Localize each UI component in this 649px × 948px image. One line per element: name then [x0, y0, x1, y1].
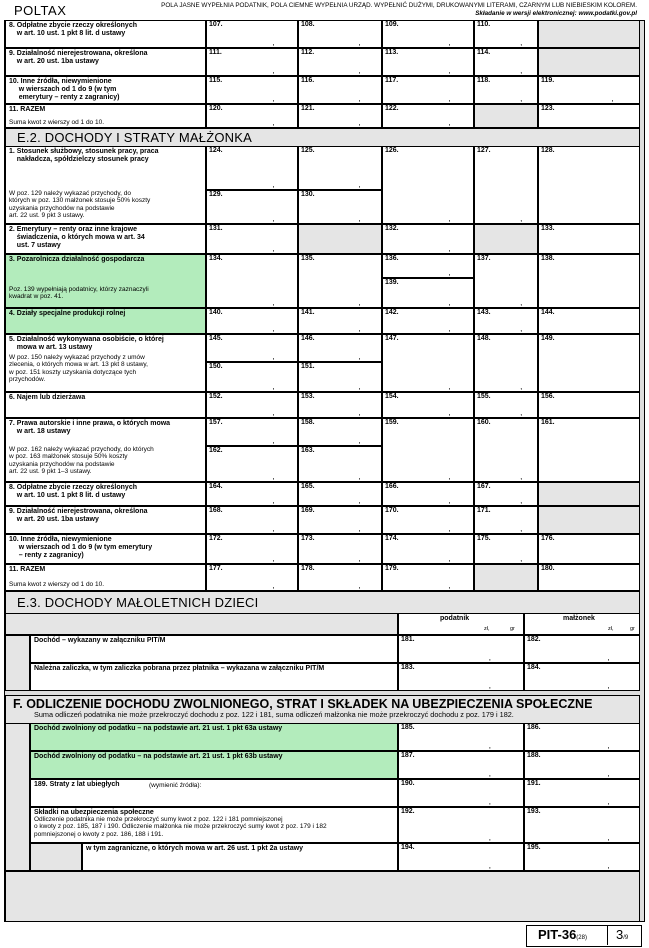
amount-field[interactable] [524, 635, 640, 663]
row-label: Dochód zwolniony od podatku – na podstawie art. 21 ust. 1 pkt 63b ustawy [34, 753, 283, 760]
decimal-comma: , [272, 496, 275, 505]
field-number: 107. [209, 21, 223, 28]
decimal-comma: , [358, 382, 361, 391]
field-number: 141. [301, 309, 315, 316]
decimal-comma: , [272, 472, 275, 481]
decimal-comma: , [520, 38, 523, 47]
field-number: 132. [385, 225, 399, 232]
row-note: Suma kwot z wierszy od 1 do 10. [9, 581, 105, 588]
field-number: 128. [541, 147, 555, 154]
row-label: 2. Emerytury – renty oraz inne krajowe świadczenia, o których mowa w art. 34 ust. 7 ustawy [9, 226, 145, 249]
column-taxpayer-label: podatnik [440, 615, 470, 622]
decimal-comma: , [272, 244, 275, 253]
field-number: 126. [385, 147, 399, 154]
decimal-comma: , [448, 324, 451, 333]
form-version: (28) [576, 935, 587, 941]
field-number: 123. [541, 105, 555, 112]
row-label: 11. RAZEM [9, 566, 46, 573]
decimal-comma: , [448, 214, 451, 223]
decimal-comma: , [607, 741, 610, 750]
disabled-field [5, 635, 30, 691]
currency-unit-label: zł, [608, 626, 614, 632]
row-note: W poz. 162 należy wykazać przychody, do których w poz. 163 małżonek stosuje 50% koszty uzyskania przychodów na podstawie art. 22 ust. 9 pkt 1–3 ustawy. [9, 446, 154, 475]
field-number: 192. [401, 808, 415, 815]
amount-field[interactable] [398, 663, 524, 691]
field-number: 172. [209, 535, 223, 542]
amount-field[interactable] [538, 254, 640, 308]
amount-field[interactable] [398, 723, 524, 751]
field-number: 120. [209, 105, 223, 112]
disabled-field [538, 506, 640, 534]
field-number: 163. [301, 447, 315, 454]
decimal-comma: , [488, 797, 491, 806]
field-number: 193. [527, 808, 541, 815]
row-label: 9. Działalność nierejestrowana, określona w art. 20 ust. 1ba ustawy [9, 50, 148, 65]
amount-field[interactable] [474, 146, 538, 224]
amount-field[interactable] [474, 418, 538, 482]
page-number: 3 [616, 927, 624, 942]
field-number: 194. [401, 844, 415, 851]
decimal-comma: , [272, 180, 275, 189]
row-note: Suma kwot z wierszy od 1 do 10. [9, 119, 105, 126]
row-label: 10. Inne źródła, niewymienione w wierszach od 1 do 9 (w tym emerytury – renty z zagranicy) [9, 78, 120, 101]
field-number: 134. [209, 255, 223, 262]
amount-field[interactable] [398, 635, 524, 663]
amount-field[interactable] [298, 254, 382, 308]
decimal-comma: , [448, 554, 451, 563]
decimal-comma: , [358, 554, 361, 563]
amount-field[interactable] [524, 843, 640, 871]
decimal-comma: , [520, 298, 523, 307]
field-number: 176. [541, 535, 555, 542]
field-number: 195. [527, 844, 541, 851]
amount-field[interactable] [524, 663, 640, 691]
disabled-field [30, 843, 82, 871]
disabled-field [5, 613, 398, 635]
field-number: 108. [301, 21, 315, 28]
field-number: 138. [541, 255, 555, 262]
row-label: 189. Straty z lat ubiegłych [34, 781, 120, 788]
row-note: Odliczenie podatnika nie może przekroczyć sumy kwot z poz. 122 i 181 pomniejszonej o kwoty z poz. 185, 187 i 190. Odliczenie małżonka nie może przekroczyć sumy kwot z poz. 179 i 182 pomniejszonej o kwoty z poz. 186, 188 i 191. [34, 816, 327, 838]
decimal-comma: , [358, 472, 361, 481]
field-number: 146. [301, 335, 315, 342]
decimal-comma: , [358, 436, 361, 445]
section-e2-title: E.2. DOCHODY I STRATY MAŁŻONKA [17, 130, 252, 145]
decimal-comma: , [272, 581, 275, 590]
decimal-comma: , [607, 833, 610, 842]
decimal-comma: , [272, 298, 275, 307]
decimal-comma: , [272, 352, 275, 361]
amount-field[interactable] [538, 334, 640, 392]
decimal-comma: , [520, 94, 523, 103]
field-number: 118. [477, 77, 491, 84]
field-number: 109. [385, 21, 399, 28]
amount-field[interactable] [398, 751, 524, 779]
field-number: 133. [541, 225, 555, 232]
field-number: 130. [301, 191, 315, 198]
field-number: 164. [209, 483, 223, 490]
page-total: /9 [623, 935, 629, 941]
field-number: 142. [385, 309, 399, 316]
field-number: 186. [527, 724, 541, 731]
field-number: 182. [527, 636, 541, 643]
decimal-comma: , [520, 554, 523, 563]
field-number: 153. [301, 393, 315, 400]
row-label: 5. Działalność wykonywana osobiście, o której mowa w art. 13 ustawy [9, 336, 164, 351]
amount-field[interactable] [524, 779, 640, 807]
decimal-comma: , [272, 524, 275, 533]
field-number: 136. [385, 255, 399, 262]
footer-page [616, 927, 628, 942]
amount-field[interactable] [538, 418, 640, 482]
row-label-suffix: (wymienić źródła): [149, 782, 202, 789]
decimal-comma: , [448, 524, 451, 533]
field-number: 115. [209, 77, 223, 84]
decimal-comma: , [272, 382, 275, 391]
decimal-comma: , [358, 324, 361, 333]
amount-field[interactable] [474, 254, 538, 308]
disabled-field [474, 104, 538, 128]
decimal-comma: , [272, 118, 275, 127]
decimal-comma: , [272, 38, 275, 47]
field-number: 121. [301, 105, 315, 112]
decimal-comma: , [488, 741, 491, 750]
amount-field[interactable] [474, 334, 538, 392]
decimal-comma: , [520, 496, 523, 505]
decimal-comma: , [448, 472, 451, 481]
field-number: 185. [401, 724, 415, 731]
currency-unit-label: gr [510, 626, 515, 632]
row-label: w tym zagraniczne, o których mowa w art. 26 ust. 1 pkt 2a ustawy [86, 845, 304, 852]
decimal-comma: , [358, 524, 361, 533]
row-label: 8. Odpłatne zbycie rzeczy określonych w art. 10 ust. 1 pkt 8 lit. d ustawy [9, 484, 137, 499]
row-label: Składki na ubezpieczenia społeczne [34, 809, 154, 816]
field-number: 173. [301, 535, 315, 542]
field-number: 147. [385, 335, 399, 342]
decimal-comma: , [520, 472, 523, 481]
amount-field[interactable] [524, 723, 640, 751]
field-number: 131. [209, 225, 223, 232]
decimal-comma: , [272, 408, 275, 417]
field-number: 168. [209, 507, 223, 514]
decimal-comma: , [607, 681, 610, 690]
row-label: Dochód – wykazany w załączniku PIT/M [34, 637, 166, 644]
field-number: 135. [301, 255, 315, 262]
section-f-title: F. ODLICZENIE DOCHODU ZWOLNIONEGO, STRAT I SKŁADEK NA UBEZPIECZENIA SPOŁECZNE [13, 697, 593, 711]
row-label: 3. Pozarolnicza działalność gospodarcza [9, 256, 145, 263]
disabled-field [474, 224, 538, 254]
field-number: 112. [301, 49, 315, 56]
field-number: 177. [209, 565, 223, 572]
decimal-comma: , [448, 94, 451, 103]
decimal-comma: , [448, 244, 451, 253]
row-label: 1. Stosunek służbowy, stosunek pracy, praca nakładcza, spółdzielczy stosunek pracy [9, 148, 159, 163]
decimal-comma: , [607, 797, 610, 806]
field-number: 114. [477, 49, 491, 56]
row-label: 6. Najem lub dzierżawa [9, 394, 86, 401]
footer-divider [607, 925, 608, 945]
decimal-comma: , [448, 268, 451, 277]
field-number: 110. [477, 21, 491, 28]
decimal-comma: , [448, 496, 451, 505]
field-number: 150. [209, 363, 223, 370]
row-note: W poz. 129 należy wykazać przychody, do których w poz. 130 małżonek stosuje 50% koszty uzyskania przychodów na podstawie art. 22 ust. 9 pkt 3 ustawy. [9, 190, 151, 219]
field-number: 183. [401, 664, 415, 671]
decimal-comma: , [488, 681, 491, 690]
decimal-comma: , [607, 769, 610, 778]
decimal-comma: , [358, 118, 361, 127]
field-number: 124. [209, 147, 223, 154]
decimal-comma: , [520, 214, 523, 223]
decimal-comma: , [272, 214, 275, 223]
disabled-field [538, 48, 640, 76]
decimal-comma: , [611, 94, 614, 103]
field-number: 111. [209, 49, 222, 56]
amount-field[interactable] [524, 807, 640, 843]
disabled-field [538, 482, 640, 506]
field-number: 125. [301, 147, 315, 154]
field-number: 181. [401, 636, 415, 643]
amount-field[interactable] [538, 146, 640, 224]
field-number: 171. [477, 507, 491, 514]
field-number: 145. [209, 335, 223, 342]
field-number: 161. [541, 419, 555, 426]
decimal-comma: , [607, 653, 610, 662]
field-number: 148. [477, 335, 491, 342]
decimal-comma: , [448, 408, 451, 417]
decimal-comma: , [272, 94, 275, 103]
decimal-comma: , [520, 524, 523, 533]
field-number: 175. [477, 535, 491, 542]
amount-field[interactable] [398, 843, 524, 871]
amount-field[interactable] [206, 254, 298, 308]
decimal-comma: , [520, 324, 523, 333]
decimal-comma: , [272, 324, 275, 333]
field-number: 137. [477, 255, 491, 262]
row-note: Poz. 139 wypełniają podatnicy, którzy zaznaczyli kwadrat w poz. 41. [9, 286, 149, 301]
row-label: Należna zaliczka, w tym zaliczka pobrana przez płatnika – wykazana w załączniku PIT/M [34, 665, 325, 672]
field-number: 139. [385, 279, 399, 286]
row-label: 8. Odpłatne zbycie rzeczy określonych w art. 10 ust. 1 pkt 8 lit. d ustawy [9, 22, 137, 37]
field-number: 151. [301, 363, 315, 370]
field-number: 116. [301, 77, 315, 84]
row-label: 4. Działy specjalne produkcji rolnej [9, 310, 126, 317]
row-label: Dochód zwolniony od podatku – na podstawie art. 21 ust. 1 pkt 63a ustawy [34, 725, 283, 732]
field-number: 129. [209, 191, 223, 198]
row-label: 11. RAZEM [9, 106, 46, 113]
field-number: 160. [477, 419, 491, 426]
field-number: 167. [477, 483, 491, 490]
field-number: 122. [385, 105, 399, 112]
field-number: 113. [385, 49, 399, 56]
disabled-field [298, 224, 382, 254]
field-number: 165. [301, 483, 315, 490]
decimal-comma: , [358, 352, 361, 361]
section-e3-title: E.3. DOCHODY MAŁOLETNICH DZIECI [17, 595, 259, 610]
field-number: 187. [401, 752, 415, 759]
disabled-field [474, 564, 538, 591]
decimal-comma: , [448, 382, 451, 391]
field-number: 190. [401, 780, 415, 787]
decimal-comma: , [358, 298, 361, 307]
row-label: 7. Prawa autorskie i inne prawa, o których mowa w art. 18 ustawy [9, 420, 171, 435]
decimal-comma: , [488, 653, 491, 662]
decimal-comma: , [358, 180, 361, 189]
amount-field[interactable] [398, 779, 524, 807]
row-label: 10. Inne źródła, niewymienione w wierszach od 1 do 9 (w tym emerytury – renty z zagranicy) [9, 536, 153, 559]
row-note: W poz. 150 należy wykazać przychody z umów zlecenia, o których mowa w art. 13 pkt 8 ustawy, w poz. 151 koszty uzyskania dotyczące tych przychodów. [9, 354, 148, 383]
field-number: 157. [209, 419, 223, 426]
amount-field[interactable] [398, 807, 524, 843]
field-number: 127. [477, 147, 491, 154]
field-number: 188. [527, 752, 541, 759]
decimal-comma: , [358, 581, 361, 590]
field-number: 119. [541, 77, 555, 84]
column-spouse-label: małżonek [563, 615, 595, 622]
decimal-comma: , [448, 298, 451, 307]
decimal-comma: , [272, 66, 275, 75]
decimal-comma: , [520, 382, 523, 391]
field-number: 154. [385, 393, 399, 400]
field-number: 179. [385, 565, 399, 572]
field-number: 184. [527, 664, 541, 671]
amount-field[interactable] [382, 146, 474, 224]
decimal-comma: , [272, 436, 275, 445]
decimal-comma: , [488, 833, 491, 842]
decimal-comma: , [520, 66, 523, 75]
decimal-comma: , [358, 408, 361, 417]
field-number: 159. [385, 419, 399, 426]
decimal-comma: , [358, 38, 361, 47]
decimal-comma: , [448, 581, 451, 590]
amount-field[interactable] [524, 751, 640, 779]
field-number: 174. [385, 535, 399, 542]
fill-instruction: POLA JASNE WYPEŁNIA PODATNIK, POLA CIEMNE WYPEŁNIA URZĄD. WYPEŁNIĆ DUŻYMI, DRUKOWANYMI LITERAMI, CZARNYM LUB NIEBIESKIM KOLOREM. [161, 2, 637, 9]
decimal-comma: , [488, 769, 491, 778]
footer-form-code [538, 927, 587, 942]
decimal-comma: , [520, 408, 523, 417]
form-code: PIT-36 [538, 927, 577, 942]
decimal-comma: , [358, 66, 361, 75]
field-number: 180. [541, 565, 555, 572]
disabled-field [5, 871, 640, 922]
decimal-comma: , [448, 118, 451, 127]
section-f-subtitle: Suma odliczeń podatnika nie może przekroczyć dochodu z poz. 122 i 181, suma odliczeń małżonka nie może przekroczyć dochodu z poz. 179 i 182. [34, 710, 514, 719]
amount-field[interactable] [382, 418, 474, 482]
field-number: 144. [541, 309, 555, 316]
field-number: 117. [385, 77, 399, 84]
field-number: 156. [541, 393, 555, 400]
field-number: 166. [385, 483, 399, 490]
field-number: 152. [209, 393, 223, 400]
currency-unit-label: zł, [484, 626, 490, 632]
decimal-comma: , [358, 214, 361, 223]
field-number: 140. [209, 309, 223, 316]
decimal-comma: , [272, 554, 275, 563]
decimal-comma: , [607, 861, 610, 870]
field-number: 143. [477, 309, 491, 316]
brand-title: POLTAX [14, 3, 67, 18]
field-number: 169. [301, 507, 315, 514]
amount-field[interactable] [382, 334, 474, 392]
decimal-comma: , [358, 94, 361, 103]
field-number: 191. [527, 780, 541, 787]
decimal-comma: , [488, 861, 491, 870]
currency-unit-label: gr [630, 626, 635, 632]
disabled-field [538, 20, 640, 48]
row-label: 9. Działalność nierejestrowana, określona w art. 20 ust. 1ba ustawy [9, 508, 148, 523]
field-number: 178. [301, 565, 315, 572]
disabled-field [5, 723, 30, 871]
decimal-comma: , [448, 38, 451, 47]
field-number: 162. [209, 447, 223, 454]
decimal-comma: , [358, 496, 361, 505]
electronic-filing-note: Składanie w wersji elektronicznej: www.podatki.gov.pl [475, 10, 637, 17]
field-number: 149. [541, 335, 555, 342]
field-number: 170. [385, 507, 399, 514]
decimal-comma: , [448, 66, 451, 75]
field-number: 158. [301, 419, 315, 426]
field-number: 155. [477, 393, 491, 400]
